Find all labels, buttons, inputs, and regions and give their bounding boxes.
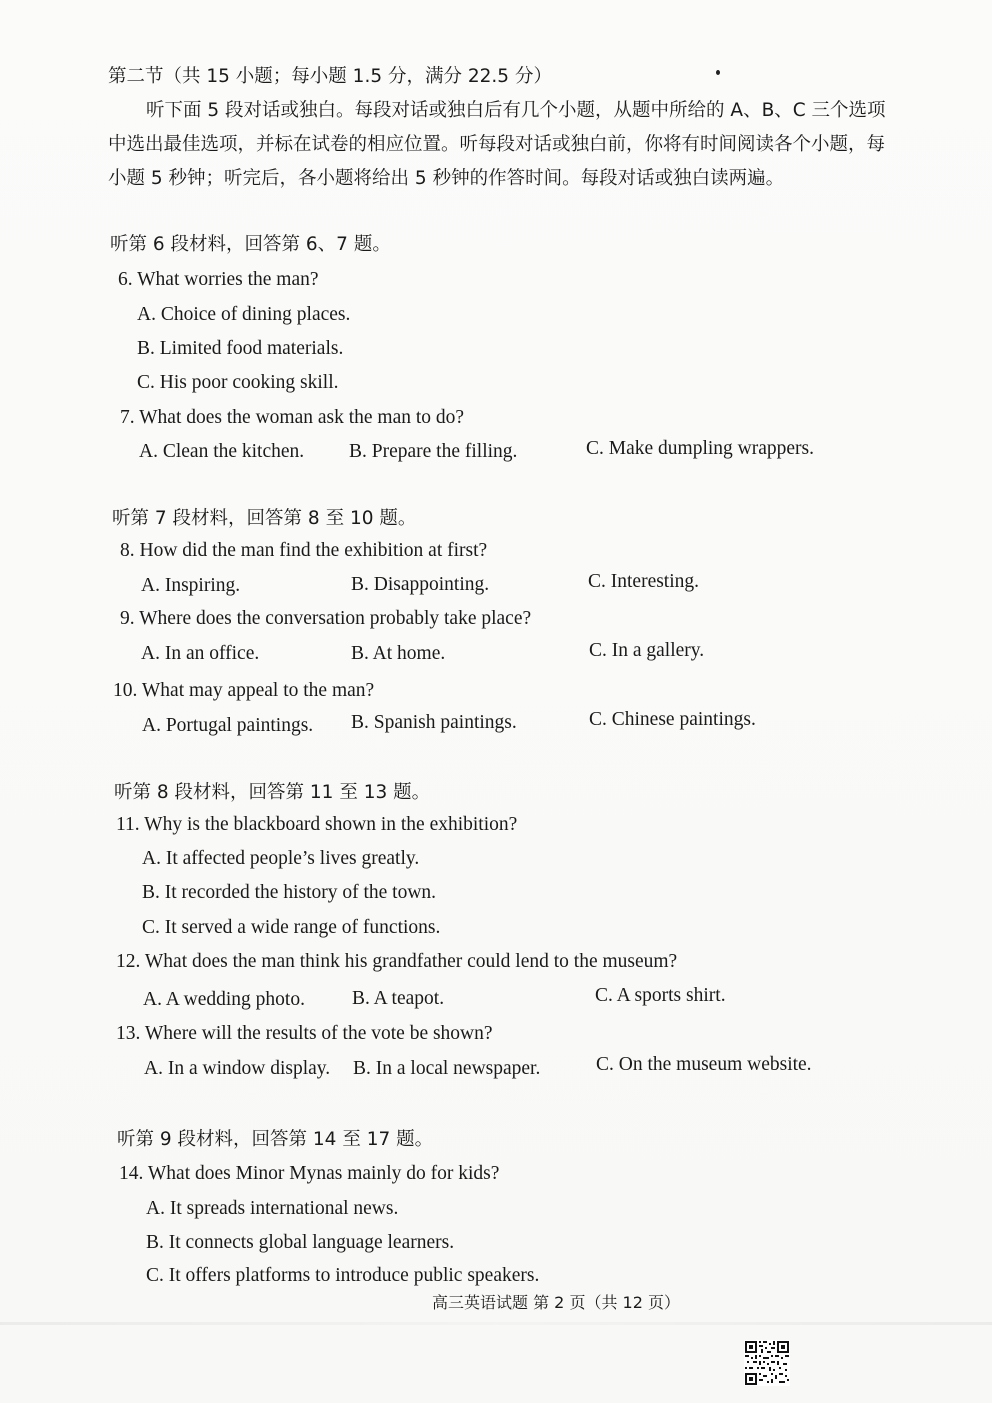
question-text: 6. What worries the man?: [118, 269, 319, 290]
option-a: A. It affected people’s lives greatly.: [142, 848, 420, 869]
option-c: C. A sports shirt.: [595, 985, 726, 1006]
qr-code-icon: [744, 1340, 790, 1386]
group-intro: 听第 6 段材料，回答第 6、7 题。: [110, 234, 391, 255]
instructions-line-3: 小题 5 秒钟；听完后，各小题将给出 5 秒钟的作答时间。每段对话或独白读两遍。: [108, 168, 785, 189]
group-intro: 听第 9 段材料，回答第 14 至 17 题。: [117, 1129, 434, 1150]
option-b: B. It recorded the history of the town.: [142, 882, 437, 903]
option-b: B. A teapot.: [352, 988, 445, 1009]
ink-speck: [716, 70, 720, 75]
option-c: C. On the museum website.: [596, 1054, 812, 1075]
question-text: 9. Where does the conversation probably take place?: [120, 608, 532, 629]
option-a: A. In an office.: [141, 643, 260, 664]
page-footer: 高三英语试题 第 2 页（共 12 页）: [432, 1293, 680, 1312]
question-text: 13. Where will the results of the vote be shown?: [116, 1023, 493, 1044]
question-text: 14. What does Minor Mynas mainly do for kids?: [119, 1163, 500, 1184]
instructions-line-2: 中选出最佳选项，并标在试卷的相应位置。听每段对话或独白前，你将有时间阅读各个小题，每: [108, 134, 886, 155]
option-c: C. Make dumpling wrappers.: [586, 438, 815, 459]
option-c: C. Chinese paintings.: [589, 709, 756, 730]
option-b: B. Prepare the filling.: [349, 441, 518, 462]
option-c: C. His poor cooking skill.: [137, 372, 339, 393]
option-a: A. Inspiring.: [141, 575, 241, 596]
option-c: C. In a gallery.: [589, 640, 705, 661]
option-a: A. A wedding photo.: [143, 989, 305, 1010]
question-text: 10. What may appeal to the man?: [113, 680, 375, 701]
option-a: A. In a window display.: [144, 1058, 331, 1079]
option-a: A. Clean the kitchen.: [139, 441, 305, 462]
question-text: 8. How did the man find the exhibition at first?: [120, 540, 488, 561]
option-a: A. Portugal paintings.: [142, 715, 314, 736]
option-c: C. Interesting.: [588, 571, 700, 592]
scan-edge: [0, 1322, 992, 1325]
question-text: 7. What does the woman ask the man to do?: [120, 407, 465, 428]
option-b: B. Spanish paintings.: [351, 712, 517, 733]
option-b: B. Disappointing.: [351, 574, 490, 595]
option-b: B. At home.: [351, 643, 446, 664]
option-b: B. It connects global language learners.: [146, 1232, 455, 1253]
option-a: A. Choice of dining places.: [137, 304, 351, 325]
question-text: 12. What does the man think his grandfather could lend to the museum?: [116, 951, 678, 972]
option-c: C. It served a wide range of functions.: [142, 917, 441, 938]
section-heading: 第二节（共 15 小题；每小题 1.5 分，满分 22.5 分）: [108, 66, 552, 87]
option-a: A. It spreads international news.: [146, 1198, 399, 1219]
question-text: 11. Why is the blackboard shown in the exhibition?: [116, 814, 518, 835]
option-b: B. Limited food materials.: [137, 338, 344, 359]
option-c: C. It offers platforms to introduce public speakers.: [146, 1265, 540, 1286]
instructions-line-1: 听下面 5 段对话或独白。每段对话或独白后有几个小题，从题中所给的 A、B、C 三个选项: [146, 100, 886, 121]
group-intro: 听第 8 段材料，回答第 11 至 13 题。: [114, 782, 431, 803]
option-b: B. In a local newspaper.: [353, 1058, 541, 1079]
group-intro: 听第 7 段材料，回答第 8 至 10 题。: [112, 508, 417, 529]
